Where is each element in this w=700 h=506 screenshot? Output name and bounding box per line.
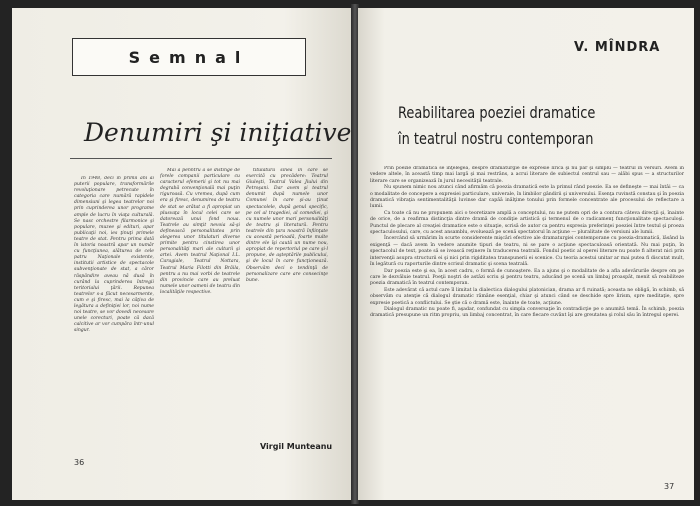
article-paragraph: Nu spunem nimic nou atunci când afirmăm că poezia dramatică este la primul rând poezie. Ea se defineşte — mai întâi — ca o modalitate de concepere a expresiei particulare, univerale, în limbilor gândirii şi universului. Esenţa ruvinstă constau şi în poezia dramatică vibraţia sentimentalităţii luvinse dar capăă inălţime tonului prin formele concentrate ale procesului de reflectare a lumii. bbox=[370, 185, 684, 210]
page-number-left: 36 bbox=[74, 458, 85, 467]
article-author: V. MÎNDRA bbox=[574, 40, 661, 55]
column-3-text: titulatură sinea în care se exercită cu precădere: Teatrul Giuleşti, Teatrul Valea Jiului din Petroşani. Dar avem şi teatrul denumit după numele unor Comunei în care şi-au ţinut spectacolele, după genul specific, pe cel al tragediei, al comediei, şi cu numele unor mari personalităţi de teatru şi literatură. Pentru teatrele din ţara noastră înfiinţate cu această perioadă, foarte multe dintre ele îşi caută un nume nou, apropiat de repertoriul pe care şi-l propune, de aşteptările publicului, şi de locul în care funcţionează. Observăm deci o tendinţă de personalizare care are consecinţe bune. bbox=[246, 168, 328, 283]
right-page bbox=[358, 8, 694, 500]
right-page-title bbox=[398, 100, 641, 152]
text-column-2 bbox=[160, 168, 240, 428]
article-paragraph: Este adevărat că actul care îl limitat la dialectica dialogului platonician, drama ar fi ruinată; aceasta ne obligă, în schimb, să observăm cu atenţie că dialogul dramatic rămâne esenţial, chiar şi atunci când se deschide spre lirism, spre meditaţie, spre expresie poetică a conflictului. Se ştie că o dramă este, înainte de toate, acţiune. bbox=[370, 287, 684, 306]
article-signature: Virgil Munteanu bbox=[260, 442, 333, 451]
title-line-1: Reabilitarea poeziei dramatice bbox=[398, 103, 596, 122]
article-paragraph: Încercând să urmărim în scurte considerente mişcări efective ale dramaturgiei contemporane cu poezia-dramatică, lăsând la exigenţă — dacă avem în vedere anumite tipuri de teatru, ni se pare o acţiune spectaculoasă orientată. Nu mai puţin, în spectacolul de text, poate să se ivească reţinere în traducerea teatrală. Fondul poetic al operei literare nu poate fi alterat nici prin intervenţii asupra structurii ei şi nici prin rigiditatea transpunerii ei scenice. Cu teoria acestui unitar ar mai putea fi discutat mult, în legătură cu raporturile dintre scrisul dramatic şi scena teatrală. bbox=[370, 236, 684, 268]
column-1-text: În 1948, deci în primii ani ai puterii populare, transformările revoluţionare petrecute în categoria care numără rapidele dimensiuni şi legea teatrelor noi prin cuprinderea unor programe ample de lucru în viaţa culturală. Se nasc orchestre filarmonice şi populare, muzee şi edituri, apar publicaţii noi, ies ţinuţi primele teatre de stat. Pentru prima dată în istoria noastră apar un număr cu funcţiunea, alăturea de cele patru Naţionale existente, institutii artistice de spectacole subvenţionate de stat, a căror răspândire aveau nă dusă în curând la cuprinderea întregii teritorialui ţării. Repunea teatrelor s-a făcut necesarmente, cum e şi firesc, mai la câţiva de legătura a definiţiei lor, noi nume noi teatre, se vor dovedi necesare unele corecturi, poate că dacă calcitive ar vor cumpăra într-unul singur. bbox=[74, 176, 154, 334]
title-rule bbox=[70, 158, 332, 159]
text-column-1 bbox=[74, 176, 154, 428]
section-label-box bbox=[72, 38, 306, 76]
article-paragraph: Ca toate că nu ne propunem aici o teoretizare amplă a conceptului, nu ne putem opri de a contura câteva direcţii şi, înainte de orice, de a reafirma distincţia dintre dramă de condiţie artistică şi termenul de o radicamenţ funcţionalitate spectaculoşi. Punctul de plecare al creaţiei dramatice este o situaţie, scrisă de autor ca pentru expresia preferinţei poeziei între textul şi proeza spectaculosului, care, cu acest ansamblu, evoluează pe scenă spectatorul în acţiune — pluralitate de versiuni ale lumii. bbox=[370, 210, 684, 236]
column-2-text: Mai a penntru a se distinge de forele companii particulare cu caracterul efemerii şi tot nu mai degrabă convenţională mai puţin riguroasă. Cu vremea, după cum era şi firesc, denumirea de teatru de stat se arătat a fi apropiat un plusvaţa în locul celei care se datorează unui fond noua. Teatrele au simţit nevoia să-şi definească personalitatea prin alegerea unor titulaturi diverse primite pentru cinstirea unor personalităţi mari ale culturii şi artei. Avem teatrul Naţional I.L. Caragiale, Teatrul Nottara, Teatrul Maria Filotti din Brăila, pentru a nu mai vorbi de teatrele din provincie care au preluat numele unor oameni de teatru din localităţile respective. bbox=[160, 168, 240, 295]
left-page bbox=[12, 8, 352, 500]
title-line-2: în teatrul nostru contemporan bbox=[398, 129, 594, 148]
section-label: Semnal bbox=[128, 47, 250, 67]
left-page-title: Denumiri şi iniţiative bbox=[84, 118, 352, 147]
article-paragraph: Prin poezie dramatică se înţelegea, despre dramaturgie de expresie lirică şi nu par şi simplu — teatrul în versuri. Avem în vedere altele, în această timp mai largă şi mai restrâns, a acrui literare de subiectul centrul sau — alăbi spus — a structurilor literare care se organizează în jurul necesităţii teatrale. bbox=[370, 166, 684, 184]
article-paragraph: Dar poezia este şi ea, în acest cadru, o formă de cunoaştere. Ea a ajuns şi o modalitate de a afla adevărurile despre om pe care le dezvăluie teatrul. Poeţii noştri de astăzi scriu şi pentru teatru, aducând pe scenă un limbaj proaspăt, menit să reabiliteze poezia dramatică în teatrul contemporan. bbox=[370, 268, 684, 287]
article-paragraph: Dialogul dramatic nu poate fi, aşadar, confundat cu simpla conversaţie în contradicţie pe o anumită temă. În schimb, poezia dramatică presupune un ritm propriu, un limbaj concentrat, în care fiecare cuvânt îşi are greutatea şi rolul său în întregul operei. bbox=[370, 306, 684, 319]
text-column-3 bbox=[246, 168, 328, 430]
page-number-right: 37 bbox=[664, 482, 675, 491]
article-body bbox=[370, 166, 684, 478]
